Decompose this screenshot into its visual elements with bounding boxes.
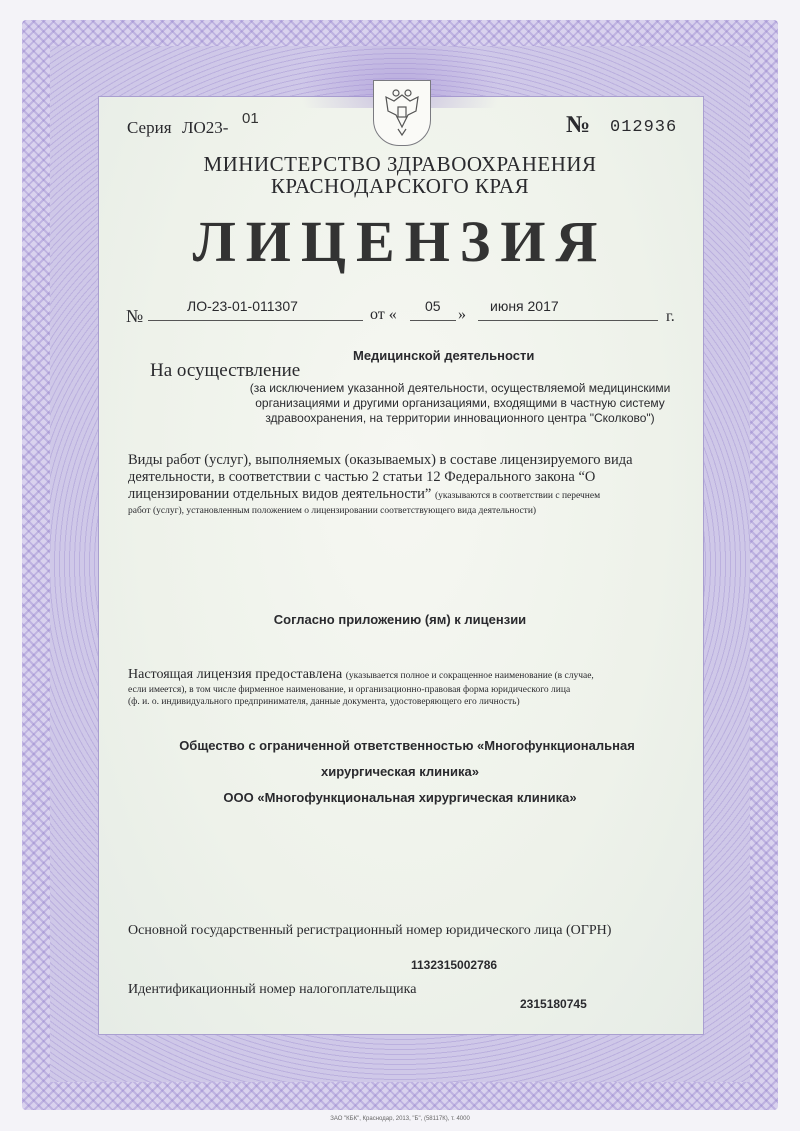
inn-label: Идентификационный номер налогоплательщика	[128, 982, 417, 997]
document-title: ЛИЦЕНЗИЯ	[192, 209, 608, 274]
company-short-name: ООО «Многофункциональная хирургическая клиника»	[223, 790, 577, 805]
license-month-year: июня 2017	[490, 298, 559, 314]
license-number-sign: №	[126, 306, 144, 326]
works-text	[128, 452, 633, 517]
month-underline	[478, 320, 658, 321]
year-suffix: г.	[666, 308, 675, 325]
activity-label: На осуществление	[150, 360, 301, 381]
granted-line3: (ф. и. о. индивидуального предпринимателя, данные документа, удостоверяющего его личность)	[128, 697, 520, 707]
ministry-line1: МИНИСТЕРСТВО ЗДРАВООХРАНЕНИЯ	[203, 152, 597, 176]
granted-line1-note: (указывается полное и сокращенное наименование (в случае,	[345, 671, 594, 681]
from-label: от «	[370, 306, 397, 323]
series-value: ЛО23-	[182, 118, 229, 137]
works-line3-note: (указываются в соответствии с перечнем	[434, 491, 601, 501]
series-suffix: 01	[242, 110, 259, 127]
ministry-line2: КРАСНОДАРСКОГО КРАЯ	[270, 174, 530, 198]
printer-imprint: ЗАО "КБК", Краснодар, 2013, "Б", (58117К), т. 4000	[330, 1116, 470, 1122]
company-full-name-line2: хирургическая клиника»	[321, 764, 479, 779]
number-sign: №	[566, 112, 591, 138]
granted-line1	[128, 667, 594, 684]
activity-title: Медицинской деятельности	[353, 348, 535, 363]
ogrn-value: 1132315002786	[411, 958, 498, 972]
coat-of-arms-emblem	[373, 80, 431, 146]
ogrn-label: Основной государственный регистрационный номер юридического лица (ОГРН)	[128, 923, 612, 938]
license-number-underline	[148, 320, 363, 321]
works-line2: деятельности, в соответствии с частью 2 статьи 12 Федерального закона “О	[128, 469, 596, 485]
form-number: 012936	[610, 118, 678, 137]
license-number: ЛО-23-01-011307	[187, 298, 298, 314]
granted-line1-main: Настоящая лицензия предоставлена	[128, 667, 343, 682]
appendix-reference: Согласно приложению (ям) к лицензии	[273, 612, 527, 627]
granted-text	[128, 667, 594, 708]
works-line3	[128, 486, 633, 505]
quote-close: »	[458, 306, 466, 323]
activity-note-line1: (за исключением указанной деятельности, осуществляемой медицинскими	[249, 381, 671, 395]
granted-line2: если имеется), в том числе фирменное наименование, и организационно-правовая форма юридического лица	[128, 685, 571, 695]
works-line3-main: лицензировании отдельных видов деятельности”	[128, 486, 432, 502]
activity-note	[0, 381, 800, 426]
activity-note-line3: здравоохранения, на территории инновационного центра "Сколково")	[265, 411, 655, 425]
activity-note-line2: организациями и другими организациями, входящими в частную систему	[255, 396, 665, 410]
inn-value: 2315180745	[520, 997, 587, 1011]
license-day: 05	[425, 298, 441, 314]
works-line4: работ (услуг), установленным положением о лицензировании соответствующего вида деятельности)	[128, 506, 537, 516]
day-underline	[410, 320, 456, 321]
company-full-name-line1: Общество с ограниченной ответственностью «Многофункциональная	[179, 738, 635, 753]
series-label: Серия	[127, 118, 172, 137]
works-line1: Виды работ (услуг), выполняемых (оказываемых) в составе лицензируемого вида	[128, 452, 633, 468]
